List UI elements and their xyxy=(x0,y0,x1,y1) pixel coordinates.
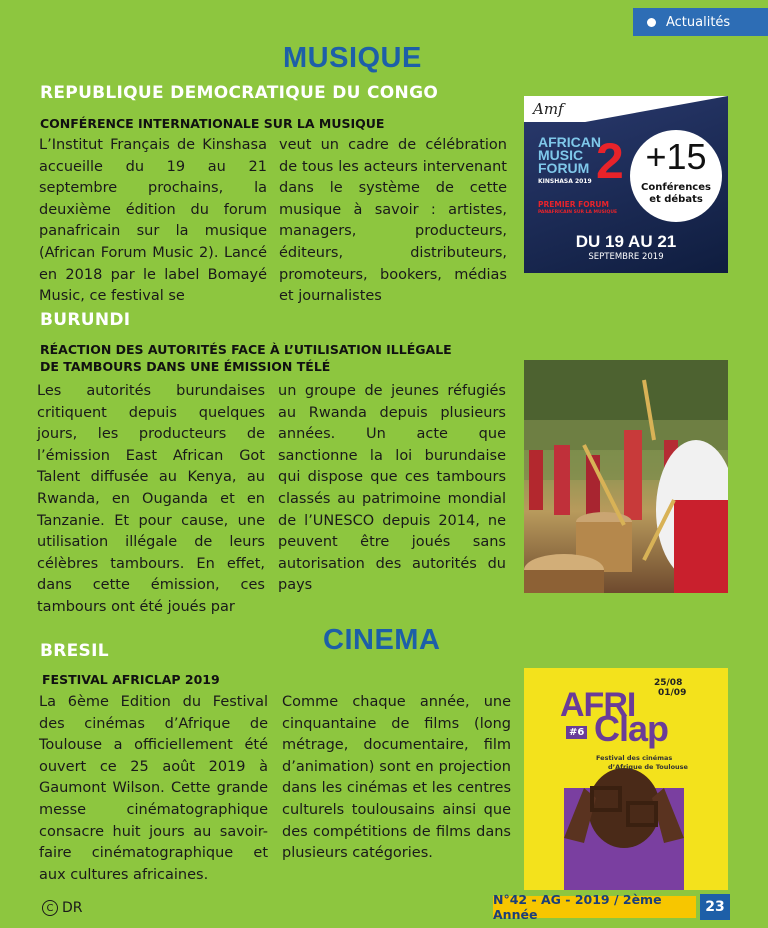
page-number: 23 xyxy=(700,894,730,920)
musique-col2: veut un cadre de célébration de tous les acteurs intervenant dans le système de cette musique à savoir : artistes, managers, producteurs, éditeurs, distributeurs, promoteurs, bookers, médias et journalistes xyxy=(279,137,507,305)
issue-label: N°42 - AG - 2019 / 2ème Année xyxy=(493,896,696,918)
forum-month: SEPTEMBRE 2019 xyxy=(588,252,664,262)
forum-number: 2 xyxy=(596,133,624,189)
poster-date2: 01/09 xyxy=(658,688,687,698)
burundi-col2: un groupe de jeunes réfugiés au Rwanda depuis plusieurs années. Un acte que sanctionne la loi burundaise qui dispose que ces tambours classés au patrimoine mondial de l’UNESCO depuis 2014, ne peuvent être joués sans autorisation des autorités du pays xyxy=(278,383,506,594)
badge-conf2: et débats xyxy=(649,194,703,205)
poster-num: #6 xyxy=(566,726,587,739)
conference-badge xyxy=(630,130,722,222)
badge-conf1: Conférences xyxy=(641,182,711,193)
burundi-col1: Les autorités burundaises critiquent depuis quelques jours, les producteurs de l’émission East African Got Talent diffusée au Kenya, au Rwanda, en Ouganda et en Tanzanie. Et pour cause, une utilisation illégale de leurs célèbres tambours. En effet, dans cette émission, ces tambours ont été joués par xyxy=(37,383,265,615)
musique-col1: L’Institut Français de Kinshasa accueille du 19 au 21 septembre prochains, la deuxième édition du forum panafricain sur la musique (African Forum Music 2). Lancé en 2018 par le label Bomayé Music, ce festival se xyxy=(39,137,267,305)
africlap-poster xyxy=(524,668,728,890)
forum-panaf: PANAFRICAIN SUR LA MUSIQUE xyxy=(538,210,618,215)
badge-plus: +15 xyxy=(645,136,707,177)
poster-afri: AFRI xyxy=(560,686,636,724)
cinema-country: BRESIL xyxy=(40,641,109,661)
drummers-photo xyxy=(524,360,728,593)
forum-premier: PREMIER FORUM xyxy=(538,200,609,209)
section-tag-label: Actualités xyxy=(666,14,731,30)
cinema-title: CINEMA xyxy=(323,624,441,656)
photo-credit xyxy=(42,900,83,916)
credit-label: DR xyxy=(62,900,83,916)
musique-country: REPUBLIQUE DEMOCRATIQUE DU CONGO xyxy=(40,83,439,103)
copyright-icon: C xyxy=(42,900,58,916)
forum-city: KINSHASA 2019 xyxy=(538,178,592,185)
poster-sub2: d’Afrique de Toulouse xyxy=(608,763,688,771)
cinema-col2: Comme chaque année, une cinquantaine de films (long métrage, documentaire, film d’animation) sont en projection dans les cinémas et les centres culturels toulousains ainsi que des compétitions de films dans plusieurs catégories. xyxy=(282,694,511,862)
poster-clap: Clap xyxy=(594,708,669,749)
burundi-event-line1: RÉACTION DES AUTORITÉS FACE À L’UTILISATION ILLÉGALE xyxy=(40,342,452,357)
cinema-event: FESTIVAL AFRICLAP 2019 xyxy=(42,672,220,687)
musique-title: MUSIQUE xyxy=(283,42,422,74)
bullet-icon xyxy=(647,18,656,27)
forum-line3: FORUM xyxy=(538,160,590,176)
forum-line2: MUSIC xyxy=(538,147,584,163)
musique-event: CONFÉRENCE INTERNATIONALE SUR LA MUSIQUE xyxy=(40,116,385,131)
forum-dates: DU 19 AU 21 xyxy=(575,232,677,251)
section-tag xyxy=(633,8,768,36)
cinema-col1: La 6ème Edition du Festival des cinémas d’Afrique de Toulouse a officiellement été ouvert ce 25 août 2019 à Gaumont Wilson. Cette grande messe cinématographique consacre huit jours au savoir-faire cinématographique et aux cultures africaines. xyxy=(39,694,268,883)
burundi-event-line2: DE TAMBOURS DANS UNE ÉMISSION TÉLÉ xyxy=(40,359,331,374)
forum-line1: AFRICAN xyxy=(538,134,601,150)
amf-logo: Amf xyxy=(533,100,564,118)
poster-sub1: Festival des cinémas xyxy=(596,754,673,762)
forum-poster-image xyxy=(524,96,728,273)
burundi-country: BURUNDI xyxy=(40,310,131,330)
poster-date1: 25/08 xyxy=(654,678,683,688)
